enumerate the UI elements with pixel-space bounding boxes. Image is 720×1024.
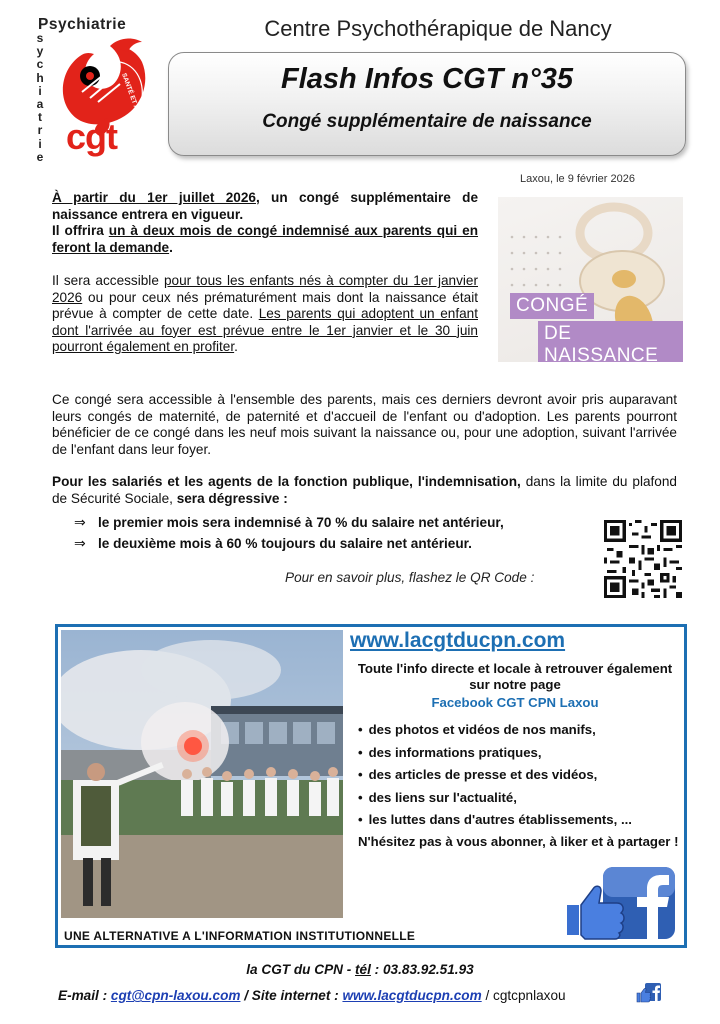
logo-vertical-letter: h xyxy=(36,70,44,85)
image-label-line1: CONGÉ xyxy=(510,293,594,319)
logo-vertical-text xyxy=(34,32,46,164)
image-label-line2: DE NAISSANCE xyxy=(538,321,683,362)
intro-paragraph xyxy=(52,190,478,256)
adoption-text: Les parents qui adoptent un enfant dont l'arrivée au foyer est prévue entre le 1er janvier et le 30 juin pourront également en profiter xyxy=(52,306,478,354)
logo-arc-text: SANTÉ ET ACTION SOCIALE xyxy=(120,72,158,159)
facebook-handle: / cgtcpnlaxou xyxy=(481,988,566,1003)
promo-outro: N'hésitez pas à vous abonner, à liker et à partager ! xyxy=(358,834,679,849)
arrow-right-icon: ⇒ xyxy=(74,514,86,530)
promo-list xyxy=(358,719,686,832)
logo-vertical-letter: t xyxy=(38,110,42,125)
list-item: • des informations pratiques, xyxy=(358,742,686,765)
bulletin-title: Flash Infos CGT n°35 xyxy=(281,63,573,95)
conge-naissance-image xyxy=(498,197,683,362)
list-item: • des liens sur l'actualité, xyxy=(358,787,686,810)
logo-vertical-letter: a xyxy=(36,97,44,112)
offer-text: Il offrira xyxy=(52,223,109,238)
qr-code-icon[interactable] xyxy=(604,520,682,598)
links-line xyxy=(58,988,566,1003)
logo-vertical-letter: r xyxy=(37,123,43,138)
list-item-text: le deuxième mois à 60 % toujours du salaire net antérieur. xyxy=(98,536,472,551)
organization-name: Centre Psychothérapique de Nancy xyxy=(264,16,612,41)
list-item: • des articles de presse et des vidéos, xyxy=(358,764,686,787)
logo-horizontal-text: Psychiatrie xyxy=(38,16,127,33)
qr-caption: Pour en savoir plus, flashez le QR Code : xyxy=(285,570,535,585)
offer-detail-text: un à deux mois de congé indemnisé aux parents qui en feront la demande xyxy=(52,223,479,255)
contact-label: la CGT du CPN - xyxy=(246,962,356,977)
start-date-text: À partir du 1er juillet 2026 xyxy=(52,190,256,205)
facebook-like-icon[interactable] xyxy=(563,865,678,941)
eligibility-end: . xyxy=(234,339,238,354)
publication-date: Laxou, le 9 février 2026 xyxy=(520,173,635,185)
list-item: • les luttes dans d'autres établissements, ... xyxy=(358,809,686,832)
eligibility-text-b: pour tous les enfants nés à compter du 1er janvier 2026 xyxy=(52,273,478,305)
eligibility-text-c: ou pour ceux nés prématurément mais dont la naissance était prévue à compter de cette date. xyxy=(52,289,478,321)
list-item-text: le premier mois sera indemnisé à 70 % du salaire net antérieur, xyxy=(98,515,504,530)
email-label: E-mail : xyxy=(58,988,108,1003)
logo-vertical-letter: c xyxy=(36,57,44,72)
compensation-list xyxy=(74,512,604,554)
arrow-right-icon: ⇒ xyxy=(74,535,86,551)
site-label: / Site internet : xyxy=(240,988,339,1003)
list-item xyxy=(74,533,604,554)
logo-vertical-letter: s xyxy=(36,31,44,45)
email-link[interactable]: cgt@cpn-laxou.com xyxy=(110,988,241,1003)
logo-vertical-letter: y xyxy=(36,44,44,59)
site-link[interactable]: www.lacgtducpn.com xyxy=(342,988,482,1003)
list-item xyxy=(74,512,604,533)
compensation-text-b: dans la limite du plafond de Sécurité Sociale, xyxy=(52,474,677,506)
offer-end: . xyxy=(169,239,173,255)
logo-vertical-letter: i xyxy=(38,83,42,98)
promo-tagline: UNE ALTERNATIVE A L'INFORMATION INSTITUTIONNELLE xyxy=(64,929,416,943)
intro-text: , un congé supplémentaire de naissance entrera en vigueur. xyxy=(52,190,478,222)
phone-number: : 03.83.92.51.93 xyxy=(370,962,474,977)
website-link[interactable]: www.lacgtducpn.com xyxy=(350,629,566,652)
logo-cgt-text: cgt xyxy=(66,116,117,157)
promo-intro: Toute l'info directe et locale à retrouver également sur notre page xyxy=(357,661,673,692)
conditions-paragraph: Ce congé sera accessible à l'ensemble des parents, mais ces derniers devront avoir pris auparavant leurs congés de maternité, de paternité et d'accueil de l'enfant ou d'adoption. Les parents pourront bénéficier de ce congé dans les neuf mois suivant la naissance ou, pour une adoption, suivant l'arrivée de l'enfant dans leur foyer. xyxy=(52,392,677,457)
website-promo-box xyxy=(55,624,687,948)
eligibility-paragraph xyxy=(52,273,478,356)
logo-vertical-letter: i xyxy=(38,136,42,151)
facebook-page-link[interactable]: Facebook CGT CPN Laxou xyxy=(431,695,599,710)
list-item: • des photos et vidéos de nos manifs, xyxy=(358,719,686,742)
logo-vertical-letter: e xyxy=(36,149,44,164)
compensation-text-a: Pour les salariés et les agents de la fonction publique, l'indemnisation, xyxy=(52,474,521,489)
title-banner xyxy=(168,52,686,156)
facebook-mini-icon[interactable] xyxy=(636,982,662,1004)
compensation-paragraph xyxy=(52,474,677,507)
cgt-psychiatrie-logo xyxy=(32,14,164,164)
compensation-text-c: sera dégressive : xyxy=(176,490,288,506)
contact-line xyxy=(0,962,720,977)
demonstration-photo xyxy=(61,630,343,918)
phone-label: tél xyxy=(355,962,371,977)
eligibility-text-a: Il sera accessible xyxy=(52,273,164,288)
bulletin-subtitle: Congé supplémentaire de naissance xyxy=(262,111,592,132)
protest-photo-icon xyxy=(61,630,343,918)
